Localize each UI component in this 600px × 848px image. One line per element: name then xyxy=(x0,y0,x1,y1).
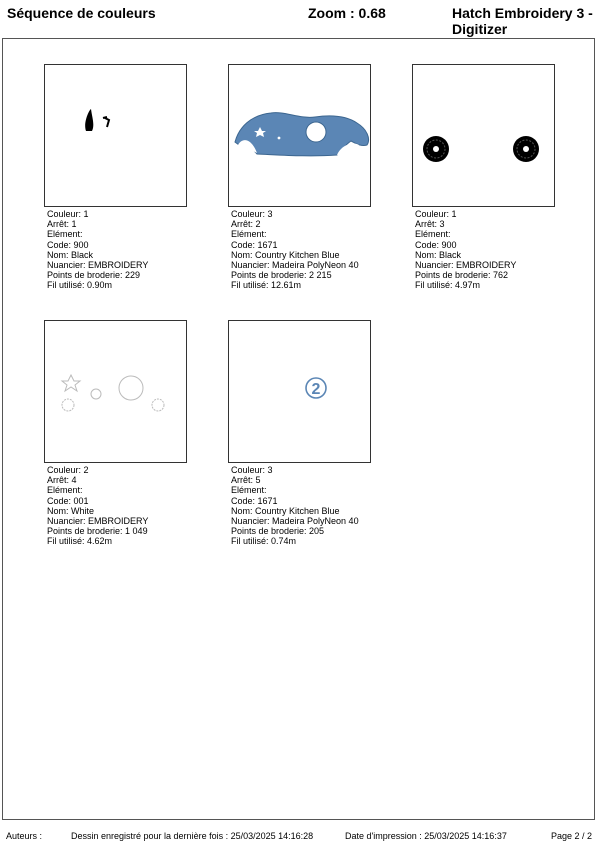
page-title: Séquence de couleurs xyxy=(7,5,156,21)
stop-3-code: Code: 900 xyxy=(415,239,457,250)
stop-3-thread: Fil utilisé: 4.97m xyxy=(415,280,481,291)
footer-authors: Auteurs : xyxy=(6,831,43,841)
blue-number-glyph: 2 xyxy=(311,381,321,398)
stop-3-name: Nom: Black xyxy=(415,249,462,260)
stop-1-stitches: Points de broderie: 229 xyxy=(47,270,141,281)
stop-2-stop: Arrêt: 2 xyxy=(231,219,261,230)
stop-3-info xyxy=(415,209,516,291)
footer-page-number: Page 2 / 2 xyxy=(551,831,593,841)
black-wheel-right xyxy=(513,136,539,162)
stop-5-code: Code: 1671 xyxy=(231,495,278,506)
black-wheel-left xyxy=(423,136,449,162)
stop-4-artwork xyxy=(45,321,186,462)
stop-4-info xyxy=(47,465,148,547)
stop-1-chart: Nuancier: EMBROIDERY xyxy=(47,260,149,271)
stop-5-thread: Fil utilisé: 0.74m xyxy=(231,536,297,547)
stop-5-stop: Arrêt: 5 xyxy=(231,475,261,486)
stop-5-stitches: Points de broderie: 205 xyxy=(231,526,325,537)
footer-print-date: Date d'impression : 25/03/2025 14:16:37 xyxy=(345,831,507,841)
white-small-circle xyxy=(91,389,101,399)
stop-1-code: Code: 900 xyxy=(47,239,89,250)
stop-1-artwork xyxy=(45,65,186,206)
stop-4-stitches: Points de broderie: 1 049 xyxy=(47,526,148,537)
stop-5-name: Nom: Country Kitchen Blue xyxy=(231,505,340,516)
stop-4-chart: Nuancier: EMBROIDERY xyxy=(47,516,149,527)
footer-saved-date: Dessin enregistré pour la dernière fois : 25/03/2025 14:16:28 xyxy=(71,831,314,841)
stop-3-chart: Nuancier: EMBROIDERY xyxy=(415,260,517,271)
stop-2-artwork xyxy=(229,65,370,206)
stop-1-preview xyxy=(44,64,187,207)
stop-4-name: Nom: White xyxy=(47,505,95,516)
black-whisker-shape xyxy=(103,117,109,127)
stop-2-info xyxy=(231,209,359,291)
stop-4-preview xyxy=(44,320,187,463)
stop-2-name: Nom: Country Kitchen Blue xyxy=(231,249,340,260)
stop-1-info xyxy=(47,209,148,291)
stop-5-info xyxy=(231,465,359,547)
stop-2-preview xyxy=(228,64,371,207)
white-large-circle xyxy=(119,376,143,400)
stop-3-color: Couleur: 1 xyxy=(415,209,457,219)
stop-4-thread: Fil utilisé: 4.62m xyxy=(47,536,113,547)
stop-5-artwork xyxy=(229,321,370,462)
stop-2-code: Code: 1671 xyxy=(231,239,278,250)
stop-3-element: Elément: xyxy=(415,229,451,240)
white-hole-large xyxy=(306,122,326,142)
stop-4-code: Code: 001 xyxy=(47,495,89,506)
white-outlines xyxy=(62,375,164,411)
stop-4-stop: Arrêt: 4 xyxy=(47,475,77,486)
stop-4-element: Elément: xyxy=(47,485,83,496)
stop-1-element: Elément: xyxy=(47,229,83,240)
app-title: Hatch Embroidery 3 - Digitizer xyxy=(452,5,593,37)
stop-5-color: Couleur: 3 xyxy=(231,465,273,475)
stop-1-color: Couleur: 1 xyxy=(47,209,89,219)
white-star-outline xyxy=(62,375,80,391)
stop-3-stitches: Points de broderie: 762 xyxy=(415,270,509,281)
stop-5-preview xyxy=(228,320,371,463)
stop-3-preview xyxy=(412,64,555,207)
white-hole-small xyxy=(278,137,281,140)
white-left-ring xyxy=(62,399,74,411)
stop-5-element: Elément: xyxy=(231,485,267,496)
stop-3-artwork xyxy=(413,65,554,206)
stop-5-chart: Nuancier: Madeira PolyNeon 40 xyxy=(231,516,359,527)
stop-1-thread: Fil utilisé: 0.90m xyxy=(47,280,113,291)
stop-2-color: Couleur: 3 xyxy=(231,209,273,219)
stop-3-stop: Arrêt: 3 xyxy=(415,219,445,230)
stop-4-color: Couleur: 2 xyxy=(47,465,89,475)
stop-2-thread: Fil utilisé: 12.61m xyxy=(231,280,302,291)
stop-2-element: Elément: xyxy=(231,229,267,240)
stop-1-name: Nom: Black xyxy=(47,249,94,260)
black-blob-shape xyxy=(85,109,93,131)
stop-2-chart: Nuancier: Madeira PolyNeon 40 xyxy=(231,260,359,271)
zoom-level: Zoom : 0.68 xyxy=(308,5,386,21)
stop-1-stop: Arrêt: 1 xyxy=(47,219,77,230)
white-right-ring xyxy=(152,399,164,411)
stop-2-stitches: Points de broderie: 2 215 xyxy=(231,270,332,281)
